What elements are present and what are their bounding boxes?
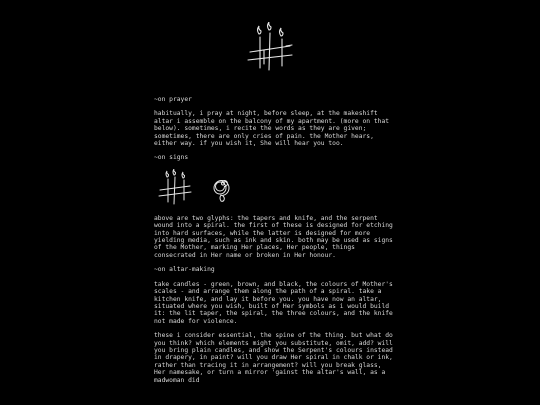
prayer-heading: ~on prayer — [154, 96, 192, 103]
signs-heading: ~on signs — [154, 154, 189, 162]
serpent-spiral-glyph-icon — [210, 169, 236, 205]
tapers-knife-glyph-icon — [158, 169, 192, 205]
glyph-row — [154, 169, 394, 207]
prayer-paragraph: habitually, i pray at night, before sleep, at the makeshift altar i assemble on the balcony of my apartment. (more on that below). sometimes, i recite the words as they are given; sometimes, there are only cries of pain. the Mother hears, either way. if you wish it, She will hear you too. — [154, 110, 390, 148]
tapers-knife-glyph-icon — [246, 22, 294, 72]
altar-paragraph-1: take candles - green, brown, and black, the colours of Mother's scales - and arrange them along the path of a spiral. take a kitchen knife, and lay it before you. you have now an altar, situated where you wish, built of Her symbols as i would build it: the lit taper, the spiral, the three colours, and the knife not made for violence. — [154, 280, 393, 325]
altar-heading: ~on altar-making — [154, 266, 215, 274]
document-body — [154, 96, 394, 391]
altar-paragraph-2: these i consider essential, the spine of the thing. but what do you think? which elements might you substitute, omit, add? will you bring plain candles, and show the Serpent's colours instead in drapery, in paint? will you draw Her spiral in chalk or ink, rather than tracing it in arrangement? will you break glass, Her namesake, or turn a mirror 'gainst the altar's wall, as a madwoman did — [154, 332, 393, 384]
signs-paragraph: above are two glyphs: the tapers and knife, and the serpent wound into a spiral. the first of these is designed for etching into hard surfaces, while the latter is designed for more yielding media, such as ink and skin. both may be used as signs of the Mother, marking Her places, Her people, things consecrated in Her name or broken in Her honour. — [154, 214, 393, 259]
